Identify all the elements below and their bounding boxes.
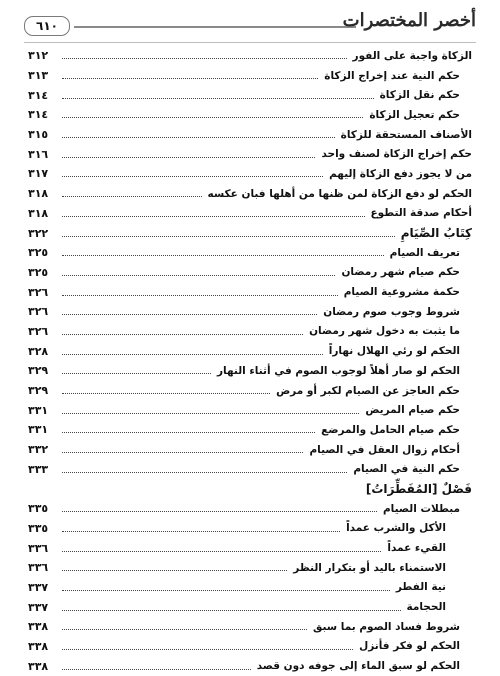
toc-entry-title: أحكام صدقة التطوع [370,207,472,220]
toc-entry-page: ٣٢٩ [28,384,49,398]
toc-entry-page: ٣١٣ [28,69,49,83]
leader-dots [62,649,353,650]
toc-entry [28,440,472,460]
toc-entry [28,184,472,204]
toc-entry [28,243,472,263]
toc-entry [28,282,472,302]
toc-entry [28,263,472,283]
toc-entry-page: ٣١٨ [28,187,49,201]
toc-entry-title: الحكم لو سبق الماء إلى جوفه دون قصد [256,660,460,673]
toc-entry-page: ٣١٥ [28,128,49,142]
page-number: ٦١٠ [24,16,70,36]
toc-entry-title: القيء عمداً [387,542,446,555]
toc-entry-page: ٣٢٨ [28,344,49,358]
toc-entry-page: ٣٣٣ [28,462,49,476]
leader-dots [62,196,202,197]
leader-dots [62,531,340,532]
header-divider [24,42,476,43]
toc-entry-title: تعريف الصيام [389,246,460,259]
toc-entry-title: حكم النية عند إخراج الزكاة [324,69,460,82]
toc-entry-title: الزكاة واجبة على الفور [352,49,472,62]
toc-entry-page: ٣١٦ [28,147,49,161]
leader-dots [62,117,363,118]
leader-dots [62,669,251,670]
toc-entry-title: الأصناف المستحقة للزكاة [340,128,472,141]
leader-dots [62,295,338,296]
leader-dots [62,629,307,630]
leader-dots [62,78,318,79]
toc-entry-page: ٣٢٦ [28,285,49,299]
leader-dots [62,255,384,256]
leader-dots [62,176,323,177]
toc-entry-title: كِتَابُ الصِّيَامِ [400,226,472,241]
toc-entry-title: ما يثبت به دخول شهر رمضان [309,325,460,338]
toc-entry-page: ٣٣٨ [28,639,49,653]
leader-dots [62,373,211,374]
toc-entry [28,519,472,539]
toc-entry-title: الحكم لو دفع الزكاة لمن ظنها من أهلها فبان عكسه [207,187,472,200]
toc-entry-title: من لا يجوز دفع الزكاة إليهم [329,167,472,180]
leader-dots [62,590,390,591]
leader-dots [62,570,287,571]
toc-entry-title: الأكل والشرب عمداً [346,522,446,535]
toc-entry-page: ٣٣٢ [28,443,49,457]
toc-entry [28,459,472,479]
toc-entry-page: ٣٢٦ [28,305,49,319]
toc-entry-page: ٣٣٥ [28,521,49,535]
toc-entry [28,499,472,519]
toc-entry-title: فَصْلٌ [المُفَطِّرَاتُ] [365,481,472,496]
toc-entry-title: نية الفطر [395,581,446,594]
toc-entry-page: ٣٢٢ [28,226,49,240]
toc-entry-title: الاستمناء باليد أو بتكرار النظر [293,561,446,574]
toc-entry-page: ٣١٢ [28,49,49,63]
toc-entry [28,617,472,637]
toc-entry [28,164,472,184]
leader-dots [62,137,335,138]
toc-entry-page: ٣٢٥ [28,265,49,279]
leader-dots [62,334,303,335]
page-header [24,10,476,44]
toc-entry-title: شروط فساد الصوم بما سبق [313,620,460,633]
toc-entry-title: الحكم لو رئي الهلال نهاراً [328,345,460,358]
table-of-contents [28,46,472,676]
toc-entry [28,420,472,440]
toc-entry-page: ٣٢٩ [28,364,49,378]
leader-dots [62,275,335,276]
toc-entry-page: ٣٢٥ [28,246,49,260]
toc-entry-page: ٣٣٧ [28,580,49,594]
leader-dots [62,511,377,512]
leader-dots [62,58,347,59]
toc-entry [28,597,472,617]
toc-entry-title: حكم صيام المريض [365,404,460,417]
toc-entry [28,46,472,66]
toc-entry-page: ٣٣٨ [28,659,49,673]
toc-entry [28,400,472,420]
leader-dots [62,98,374,99]
toc-entry-title: مبطلات الصيام [382,502,460,515]
toc-entry [28,66,472,86]
toc-entry-page: ٣٣٨ [28,620,49,634]
toc-entry [28,578,472,598]
toc-entry [28,558,472,578]
toc-entry-page: ٣٣٥ [28,502,49,516]
leader-dots [62,413,359,414]
toc-entry-title: أحكام زوال العقل في الصيام [309,443,460,456]
toc-entry [28,361,472,381]
toc-entry-page: ٣١٧ [28,167,49,181]
toc-entry [28,144,472,164]
toc-entry [28,204,472,224]
header-ornament-line [74,26,356,28]
book-title: أخصر المختصرات [342,10,476,31]
toc-entry-title: حكم صيام شهر رمضان [341,266,460,279]
toc-entry-title: حكم النية في الصيام [353,463,460,476]
toc-entry-page: ٣٣١ [28,423,49,437]
toc-entry-title: حكم العاجز عن الصيام لكبر أو مرض [276,384,460,397]
toc-entry [28,105,472,125]
toc-entry [28,637,472,657]
toc-entry [28,341,472,361]
toc-entry-page: ٣٣٦ [28,541,49,555]
leader-dots [62,354,323,355]
toc-entry-title: حكم صيام الحامل والمرضع [321,423,460,436]
leader-dots [62,610,401,611]
leader-dots [62,216,365,217]
leader-dots [62,236,395,237]
toc-entry [28,322,472,342]
toc-entry-page: ٣٢٦ [28,324,49,338]
toc-entry-title: حكم تعجيل الزكاة [369,108,460,121]
toc-entry [28,381,472,401]
toc-entry-page: ٣١٤ [28,88,49,102]
toc-entry [28,125,472,145]
toc-entry-page: ٣٣١ [28,403,49,417]
toc-entry [28,85,472,105]
toc-entry-page: ٣٣٧ [28,600,49,614]
toc-entry-title: الحكم لو فكر فأنزل [359,640,460,653]
toc-entry-title: حكمة مشروعية الصيام [343,286,460,299]
toc-entry [28,223,472,243]
leader-dots [62,452,303,453]
toc-entry-title: شروط وجوب صوم رمضان [323,305,460,318]
leader-dots [62,432,315,433]
toc-entry-page: ٣١٨ [28,206,49,220]
leader-dots [62,551,381,552]
leader-dots [62,472,347,473]
toc-entry-title: الحكم لو صار أهلاً لوجوب الصوم في أثناء النهار [217,364,460,377]
toc-entry [28,302,472,322]
toc-entry-title: الحجامة [406,601,446,614]
toc-entry-title: حكم إخراج الزكاة لصنف واحد [321,148,472,161]
toc-entry [28,538,472,558]
toc-entry [28,656,472,676]
leader-dots [62,157,315,158]
leader-dots [62,314,317,315]
leader-dots [62,393,270,394]
toc-entry-page: ٣٣٦ [28,561,49,575]
toc-entry-title: حكم نقل الزكاة [379,89,460,102]
toc-entry-page: ٣١٤ [28,108,49,122]
toc-entry [28,479,472,499]
